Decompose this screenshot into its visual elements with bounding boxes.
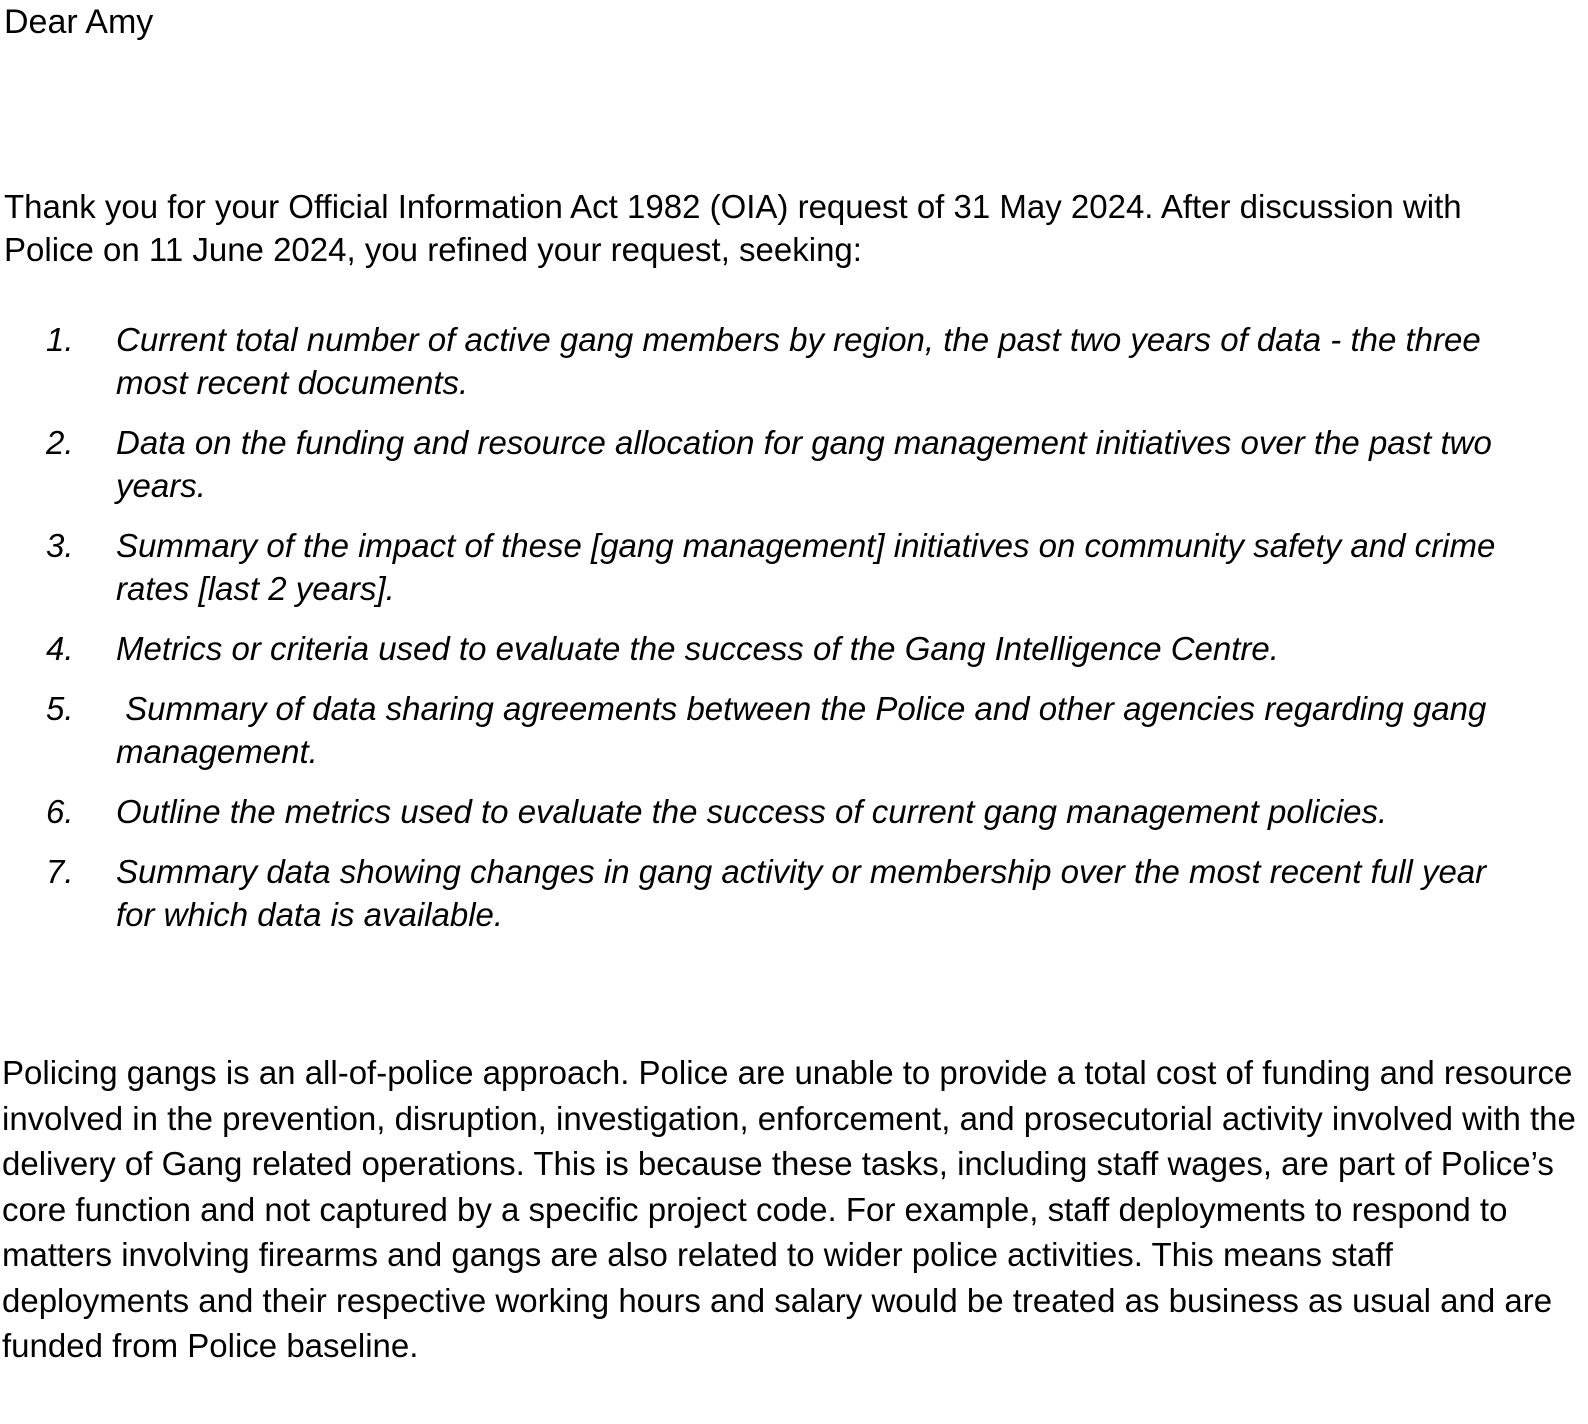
request-number: 3. — [46, 527, 74, 564]
request-text: Summary of the impact of these [gang management] initiatives on community safety and crime rates [last 2 years]. — [116, 527, 1496, 607]
request-text: Summary of data sharing agreements between the Police and other agencies regarding gang management. — [116, 690, 1496, 770]
request-item-5 — [0, 687, 1506, 773]
request-item-4 — [0, 627, 1506, 670]
request-text: Metrics or criteria used to evaluate the success of the Gang Intelligence Centre. — [116, 630, 1279, 667]
request-number: 1. — [46, 321, 74, 358]
closing-paragraph: Policing gangs is an all-of-police approach. Police are unable to provide a total cost of funding and resource involved in the prevention, disruption, investigation, enforcement, and prosecutorial activity involved with the delivery of Gang related operations. This is because these tasks, including staff wages, are part of Police’s core function and not captured by a specific project code. For example, staff deployments to respond to matters involving firearms and gangs are also related to wider police activities. This means staff deployments and their respective working hours and salary would be treated as business as usual and are funded from Police baseline. — [2, 1054, 1576, 1364]
salutation: Dear Amy — [4, 3, 154, 41]
request-item-7 — [0, 850, 1506, 936]
request-item-6 — [0, 790, 1506, 833]
request-number: 5. — [46, 690, 74, 727]
intro-paragraph: Thank you for your Official Information Act 1982 (OIA) request of 31 May 2024. After discussion with Police on 11 June 2024, you refined your request, seeking: — [4, 188, 1462, 268]
request-item-3 — [0, 524, 1506, 610]
request-item-2 — [0, 421, 1506, 507]
request-number: 4. — [46, 630, 74, 667]
request-number: 7. — [46, 853, 74, 890]
request-text: Current total number of active gang members by region, the past two years of data - the three most recent documents. — [116, 321, 1481, 401]
request-number: 2. — [46, 424, 74, 461]
request-text: Summary data showing changes in gang activity or membership over the most recent full year for which data is available. — [116, 853, 1487, 933]
request-list — [0, 318, 1588, 953]
request-number: 6. — [46, 793, 74, 830]
request-item-1 — [0, 318, 1506, 404]
request-text: Data on the funding and resource allocation for gang management initiatives over the past two years. — [116, 424, 1492, 504]
request-text: Outline the metrics used to evaluate the success of current gang management policies. — [116, 793, 1388, 830]
